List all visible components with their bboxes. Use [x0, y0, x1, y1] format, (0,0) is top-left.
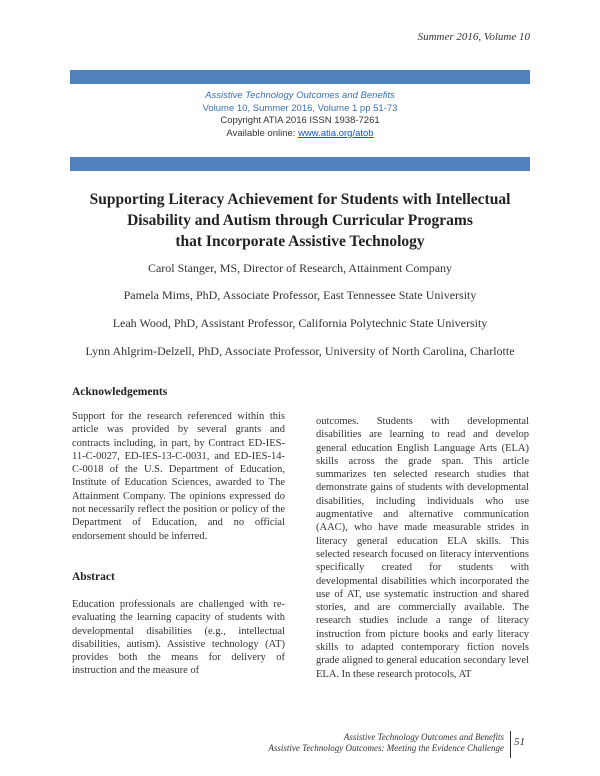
abstract-text-right: outcomes. Students with developmental disabilities are learning to read and develop general education English Language Arts (ELA) skills across the grade span. This article summarizes ten selected research studies that demonstrate gains of students with developmental disabilities, including individuals who use augmentative and alternative communication (AAC), who have made measurable strides in literacy general education ELA skills. This selected research focused on literacy interventions specifically created for students with developmental disabilities which incorporated the use of AT, use systematic instruction and shared stories, and are commercially available. The research studies include a range of literacy instruction from picture books and early literacy skills to adapted contemporary fiction novels grade aligned to general education secondary level ELA. In these research protocols, AT: [316, 416, 529, 680]
footer-line: Assistive Technology Outcomes and Benefits: [343, 732, 504, 742]
paper-title: [60, 189, 540, 252]
author-line: Pamela Mims, PhD, Associate Professor, East Tennessee State University: [123, 288, 477, 302]
header-bar-top: [70, 70, 530, 84]
running-head: Summer 2016, Volume 10: [417, 31, 530, 43]
acknowledgements-text: Support for the research referenced within this article was provided by several grants and contracts including, in part, by Contract ED-IES-11-C-0027, ED-IES-13-C-0031, and ED-IES-14-C-0018 of the U.S. Department of Education, Institute of Education Sciences, awarded to The Attainment Company. The opinions expressed do not necessarily reflect the position or policy of the Department of Education, and no official endorsement should be inferred.: [72, 411, 285, 542]
author-line: Carol Stanger, MS, Director of Research, Attainment Company: [147, 261, 453, 275]
header-bar-bottom: [70, 157, 530, 171]
author-line: Lynn Ahlgrim-Delzell, PhD, Associate Professor, University of North Carolina, Charlotte: [85, 344, 515, 358]
journal-title: Assistive Technology Outcomes and Benefits: [205, 90, 395, 101]
footer-citation: [268, 732, 504, 754]
page-number: 51: [514, 736, 525, 748]
abstract-heading: Abstract: [72, 571, 115, 583]
footer-line: Assistive Technology Outcomes: Meeting the Evidence Challenge: [268, 743, 504, 753]
abstract-text-left: Education professionals are challenged with re-evaluating the learning capacity of students with developmental disabilities (e.g., intellectual disabilities, autism). Assistive technology (AT) provides both the means for delivery of instruction and the measure of: [72, 599, 285, 677]
journal-availability: [70, 128, 530, 141]
paper-title-line: Supporting Literacy Achievement for Students with Intellectual: [89, 191, 511, 208]
footer-divider: [510, 731, 511, 758]
journal-copyright: Copyright ATIA 2016 ISSN 1938-7261: [220, 115, 380, 126]
paper-title-line: Disability and Autism through Curricular Programs: [127, 212, 473, 229]
journal-link[interactable]: www.atia.org/atob: [298, 127, 374, 139]
available-online-label: Available online:: [226, 127, 299, 139]
author-line: Leah Wood, PhD, Assistant Professor, California Polytechnic State University: [112, 316, 488, 330]
acknowledgements-heading: Acknowledgements: [72, 386, 168, 398]
journal-volume: Volume 10, Summer 2016, Volume 1 pp 51-73: [202, 102, 398, 114]
paper-title-line: that Incorporate Assistive Technology: [175, 233, 425, 250]
journal-info: [70, 90, 530, 140]
